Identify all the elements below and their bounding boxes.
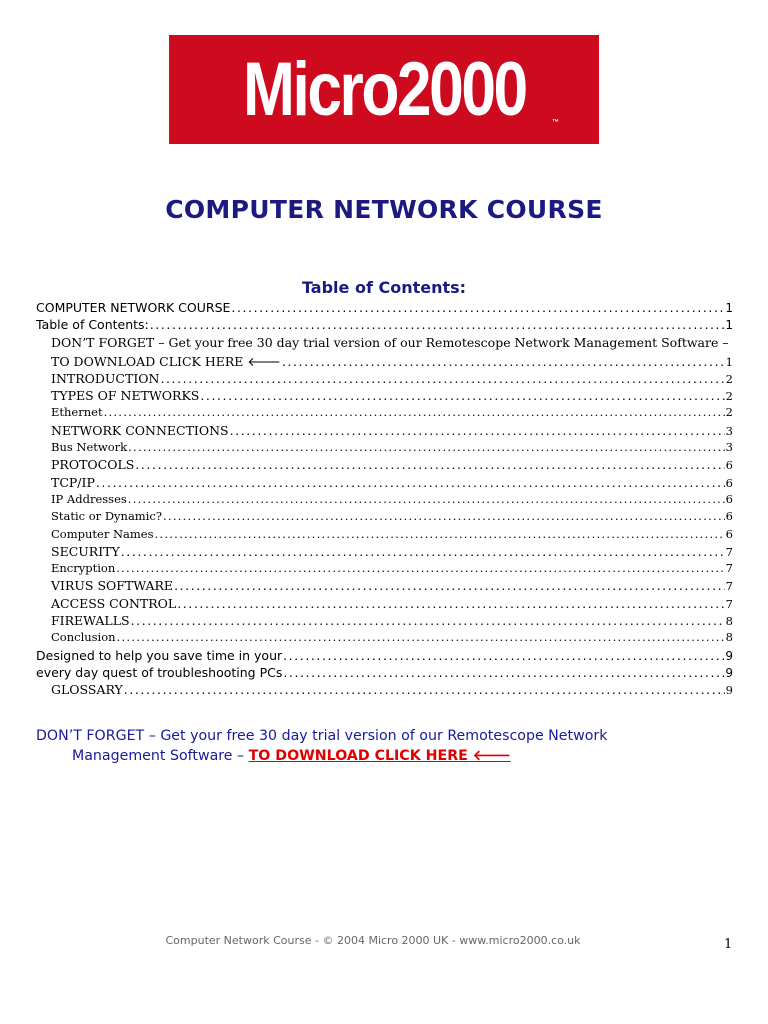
dot-leader (283, 648, 724, 663)
toc-entry-label: VIRUS SOFTWARE (51, 578, 174, 594)
logo-trademark: ™ (552, 119, 559, 126)
toc-entry-label: COMPUTER NETWORK COURSE (36, 300, 231, 315)
document-title: COMPUTER NETWORK COURSE (165, 195, 603, 224)
download-link[interactable]: TO DOWNLOAD CLICK HERE 🡐 (248, 747, 511, 764)
toc-entry-page: 2 (725, 371, 733, 386)
toc-entry-page: 7 (725, 579, 733, 594)
toc-entry-page: 2 (725, 405, 733, 420)
dot-leader (177, 596, 724, 611)
dot-leader (155, 527, 725, 541)
dot-leader (231, 300, 724, 315)
dot-leader (131, 613, 725, 628)
toc-entry[interactable] (36, 388, 733, 405)
dot-leader (160, 371, 724, 386)
toc-entry-page: 1 (725, 354, 733, 369)
toc-entry[interactable] (36, 457, 733, 474)
toc-entry[interactable] (36, 300, 733, 317)
toc-entry-label: Computer Names (51, 526, 154, 541)
toc-entry-label: ACCESS CONTROL (51, 595, 177, 611)
dot-leader (283, 665, 724, 680)
page-footer: Computer Network Course - © 2004 Micro 2000 UK - www.micro2000.co.uk (165, 934, 581, 947)
promo-line-2-text: Management Software – (72, 747, 249, 764)
toc-entry-page: 6 (725, 526, 733, 541)
toc-entry-label: TO DOWNLOAD CLICK HERE 🡐 (51, 353, 281, 369)
toc-entry[interactable] (36, 613, 733, 630)
toc-entry[interactable] (36, 317, 733, 334)
dot-leader (124, 682, 725, 697)
toc-heading: Table of Contents: (301, 278, 467, 297)
table-of-contents (36, 300, 733, 700)
dot-leader (230, 423, 725, 438)
toc-entry-label: Encryption (51, 561, 116, 576)
toc-entry[interactable] (36, 665, 733, 682)
dot-leader (104, 405, 725, 419)
toc-entry-page: 3 (725, 423, 733, 438)
toc-entry[interactable] (36, 527, 733, 544)
toc-entry[interactable] (36, 423, 733, 440)
dot-leader (163, 509, 725, 523)
dot-leader (117, 630, 725, 644)
toc-entry[interactable] (36, 682, 733, 699)
toc-entry-page: 9 (725, 648, 733, 663)
dot-leader (121, 544, 725, 559)
toc-entry-label: Table of Contents: (36, 317, 149, 333)
toc-entry[interactable] (36, 544, 733, 561)
dot-leader (174, 578, 725, 593)
toc-entry[interactable] (36, 440, 733, 457)
toc-entry-page: 6 (725, 509, 733, 524)
toc-entry-page: 6 (725, 475, 733, 490)
page-number: 1 (724, 937, 733, 952)
toc-entry-label: Designed to help you save time in your (36, 647, 283, 663)
toc-entry-label: INTRODUCTION (51, 370, 160, 386)
toc-entry[interactable] (36, 561, 733, 578)
dot-leader (282, 354, 725, 369)
toc-entry-label: DON’T FORGET – Get your free 30 day trial version of our Remotescope Network Management Software – (51, 334, 729, 350)
toc-entry-label: NETWORK CONNECTIONS (51, 422, 229, 438)
dot-leader (128, 440, 725, 454)
promo-line-1: DON’T FORGET – Get your free 30 day trial version of our Remotescope Network (36, 728, 608, 744)
logo-text: Micro2000 (242, 46, 526, 132)
toc-entry[interactable] (36, 578, 733, 595)
toc-entry[interactable] (36, 405, 733, 422)
toc-entry-page: 8 (725, 614, 733, 629)
dot-leader (200, 388, 724, 403)
toc-entry[interactable] (36, 371, 733, 388)
promo-notice (36, 727, 676, 766)
toc-entry[interactable] (36, 630, 733, 647)
toc-entry-page: 9 (725, 665, 733, 680)
toc-entry-page: 6 (725, 458, 733, 473)
toc-entry-page: 9 (725, 683, 733, 698)
toc-entry-page: 1 (725, 301, 733, 315)
toc-entry-label: FIREWALLS (51, 613, 130, 629)
dot-leader (150, 317, 725, 332)
dot-leader (96, 475, 725, 490)
toc-entry-label: PROTOCOLS (51, 457, 135, 473)
micro2000-logo (169, 35, 599, 144)
toc-entry-label: Static or Dynamic? (51, 509, 162, 524)
toc-entry-label: Ethernet (51, 405, 103, 420)
toc-entry[interactable] (36, 354, 733, 371)
toc-entry[interactable] (36, 335, 733, 354)
toc-entry-label: GLOSSARY (51, 682, 123, 698)
toc-entry-page: 7 (725, 596, 733, 611)
toc-entry[interactable] (36, 509, 733, 526)
dot-leader (116, 561, 724, 575)
dot-leader (128, 492, 725, 506)
toc-entry[interactable] (36, 492, 733, 509)
toc-entry-page: 6 (725, 491, 733, 506)
toc-entry-page: 7 (725, 561, 733, 576)
dot-leader (135, 457, 724, 472)
toc-entry[interactable] (36, 648, 733, 665)
toc-entry[interactable] (36, 596, 733, 613)
toc-entry-label: IP Addresses (51, 491, 127, 506)
promo-line-2 (36, 747, 676, 767)
toc-entry-page: 2 (725, 389, 733, 404)
toc-entry-label: TYPES OF NETWORKS (51, 388, 200, 404)
toc-entry-page: 1 (725, 318, 733, 333)
toc-entry-label: SECURITY (51, 543, 120, 559)
toc-entry-label: Bus Network (51, 440, 128, 455)
toc-entry-label: every day quest of troubleshooting PCs (36, 664, 283, 680)
toc-entry-page: 3 (725, 440, 733, 455)
toc-entry-page: 7 (725, 544, 733, 559)
toc-entry-page: 8 (725, 630, 733, 645)
toc-entry-label: TCP/IP (51, 474, 95, 490)
toc-entry-label: Conclusion (51, 630, 116, 645)
toc-entry[interactable] (36, 475, 733, 492)
